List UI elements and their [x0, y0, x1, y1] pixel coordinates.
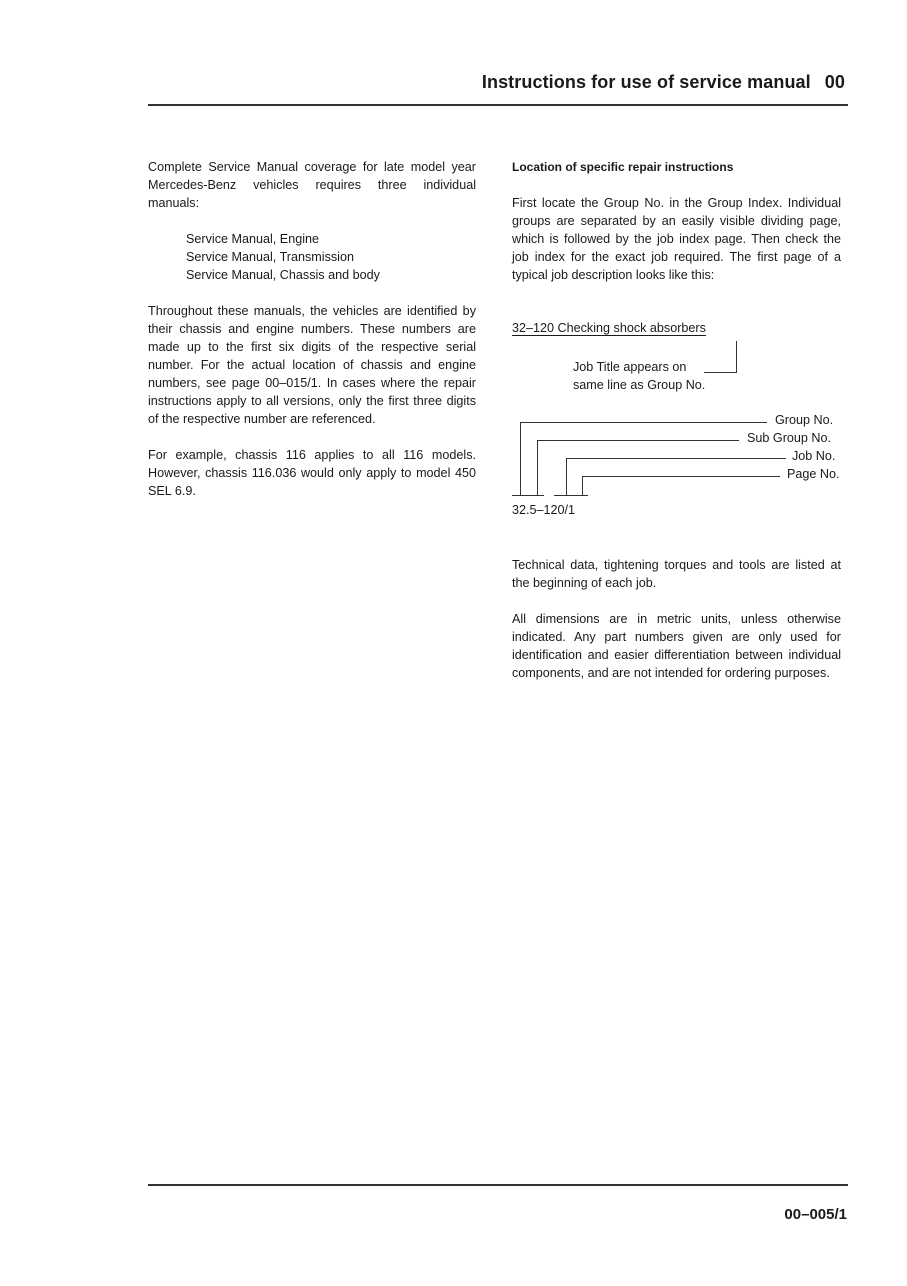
technical-paragraph: Technical data, tightening torques and tools are listed at the beginning of each job.	[512, 558, 841, 590]
subgroup-number-label: Sub Group No.	[747, 431, 832, 445]
intro-paragraph: Complete Service Manual coverage for late model year Mercedes-Benz vehicles requires three individual manuals:	[148, 160, 476, 210]
page-leader-line	[583, 477, 781, 496]
group-number-label: Group No.	[775, 413, 834, 427]
dimensions-paragraph: All dimensions are in metric units, unless otherwise indicated. Any part numbers given are only used for identification and easier differentiation between individual components, and are not intended for ordering purposes.	[512, 612, 841, 680]
identification-paragraph: Throughout these manuals, the vehicles are identified by their chassis and engine numbers. These numbers are made up to the first six digits of the respective serial number. For the actual location of chassis and engine numbers, see page 00–015/1. In cases where the repair instructions apply to all versions, only the first three digits of the respective number are referenced.	[148, 304, 476, 426]
page-number-example: 32.5–120/1	[512, 503, 576, 517]
page-number-label: Page No.	[787, 467, 840, 481]
job-title-leader-line	[704, 341, 737, 373]
job-number-label: Job No.	[792, 449, 836, 463]
header-chapter-number: 00	[824, 72, 845, 92]
manual-item: Service Manual, Engine	[186, 232, 320, 246]
job-title-note-line2: same line as Group No.	[573, 378, 706, 392]
example-paragraph: For example, chassis 116 applies to all 116 models. However, chassis 116.036 would only apply to model 450 SEL 6.9.	[148, 448, 476, 498]
subgroup-leader-line	[538, 441, 740, 496]
header-title: Instructions for use of service manual	[481, 72, 811, 92]
footer-rule	[148, 1184, 848, 1186]
right-column-lower	[512, 556, 841, 682]
example-job-title: 32–120 Checking shock absorbers	[512, 321, 706, 335]
locate-paragraph: First locate the Group No. in the Group Index. Individual groups are separated by an easily visible dividing page, which is followed by the job index page. Then check the job index for the exact job required. The first page of a typical job description looks like this:	[512, 196, 841, 282]
section-heading: Location of specific repair instructions	[512, 160, 734, 174]
manual-item: Service Manual, Chassis and body	[186, 268, 380, 282]
footer-page-number: 00–005/1	[784, 1206, 847, 1223]
manual-item: Service Manual, Transmission	[186, 250, 354, 264]
job-title-note-line1: Job Title appears on	[573, 360, 687, 374]
